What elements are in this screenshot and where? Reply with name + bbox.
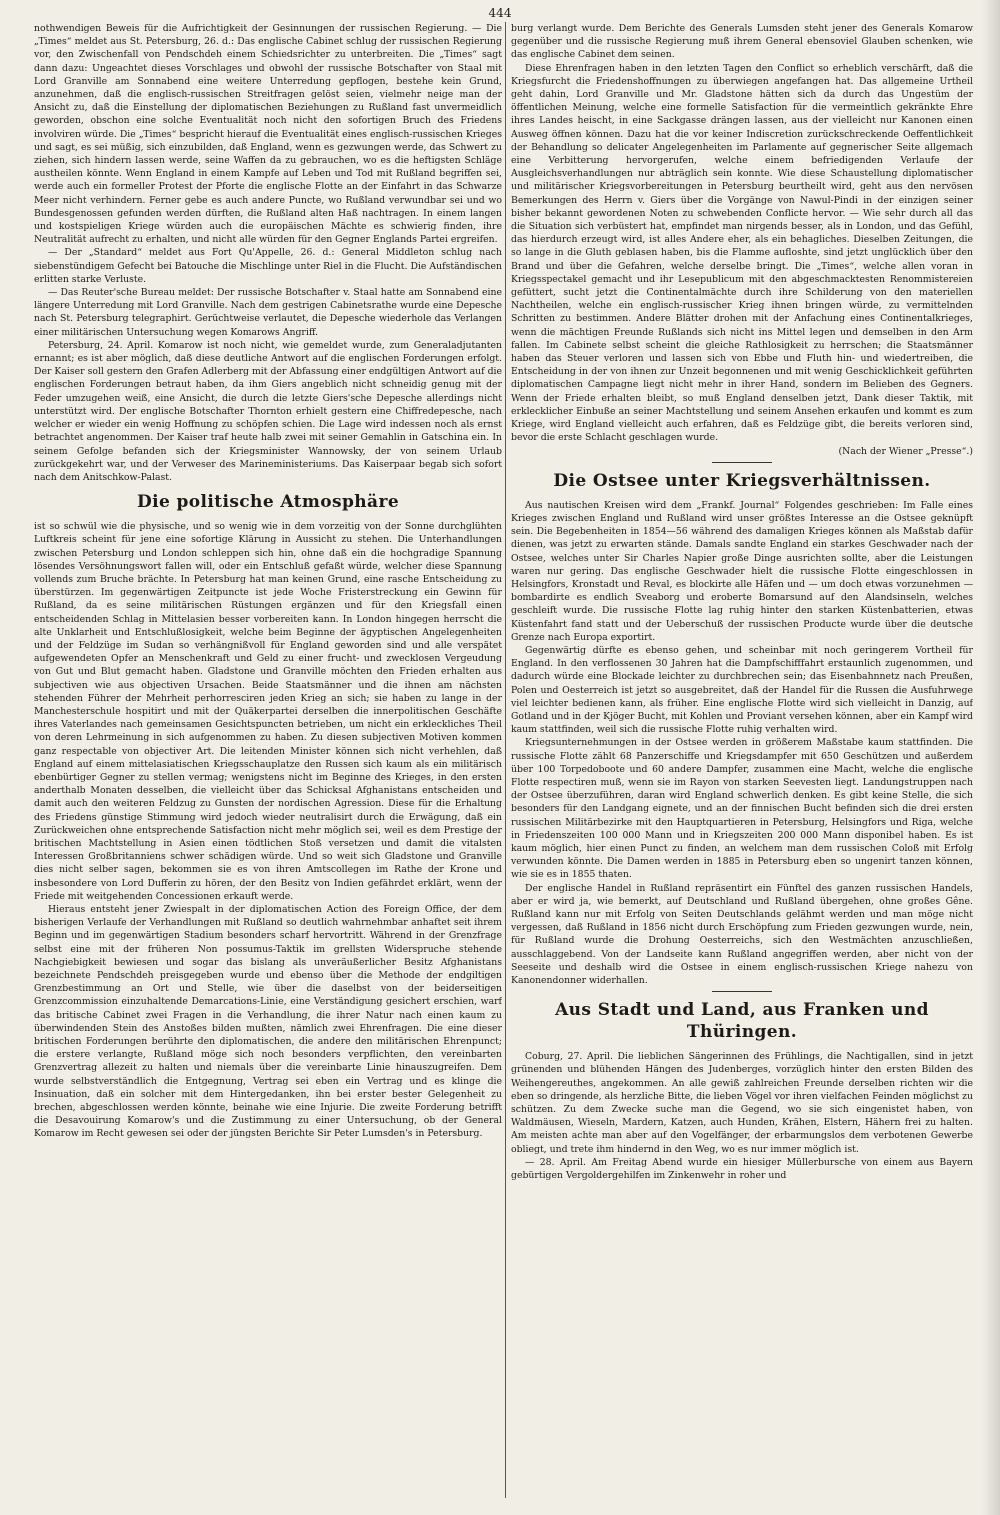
right-column — [511, 22, 973, 1498]
article-paragraph: Gegenwärtig dürfte es ebenso gehen, und scheinbar mit noch geringerem Vortheil für England. In den verflossenen 30 Jahren hat die Dampfschifffahrt erstaunlich zugenommen, und dadurch würde eine Blockade leichter zu durchbrechen sein; das Eisenbahnnetz nach Preußen, Polen und Oesterreich ist jetzt so ausgebreitet, daß der Handel für die Russen die Ausfuhrwege viel leichter bedienen kann, als früher. Eine englische Flotte wird sich vielleicht in Danzig, auf Gotland und in der Kjöger Bucht, mit Kohlen und Proviant versehen können, aber ein Kampf wird kaum stattfinden, weil sich die russische Flotte ruhig verhalten wird. — [511, 644, 973, 736]
page-number: 444 — [488, 6, 512, 20]
article-paragraph: Hieraus entsteht jener Zwiespalt in der diplomatischen Action des Foreign Office, der dem bisherigen Verlaufe der Verhandlungen mit Rußland so deutlich wahrnehmbar anhaftet seit ihrem Beginn und im gegenwärtigen Stadium besonders scharf hervortritt. Während in der Grenzfrage selbst eine mit der früheren Non possumus-Taktik im grellsten Widerspruche stehende Nachgiebigkeit bewiesen und sogar das bislang als unveräußerlicher Besitz Afghanistans bezeichnete Pendschdeh preisgegeben wurde und ebenso über die Methode der endgiltigen Grenzbestimmung an Ort und Stelle, wie über die daselbst von der beiderseitigen Grenzcommission einzuhaltende Demarcations-Linie, eine Verständigung gesichert erschien, warf das britische Cabinet zwei Fragen in die Verhandlung, die ihrer Natur nach einen kaum zu überwindenden Stein des Anstoßes bilden mußten, nämlich zwei Ehrenfragen. Die eine dieser britischen Forderungen berührte den diplomatischen, die andere den militärischen Ehrenpunct; die erstere verlangte, Rußland möge sich noch besonders verpflichten, den vereinbarten Grenzvertrag allezeit zu halten und niemals über die vereinbarte Linie hinauszugreifen. Dem wurde selbstverständlich die Entgegnung, Vertrag sei eben ein Vertrag und es klinge die Insinuation, daß ein solcher mit dem Hintergedanken, ihn bei erster bester Gelegenheit zu brechen, abgeschlossen werden könnte, beinahe wie eine Injurie. Die zweite Forderung betrifft die Desavouirung Komarow's und die Zustimmung zu einer Untersuchung, ob der General Komarow im Recht gewesen sei oder der jüngsten Berichte Sir Peter Lumsden's in Petersburg. — [34, 904, 502, 1140]
article-paragraph: Coburg, 27. April. Die lieblichen Sängerinnen des Frühlings, die Nachtigallen, sind in jetzt grünenden und blühenden Hängen des Judenberges, vorzüglich hinter den ersten Bilden des Weihengereuthes, angekommen. An alle gewiß zahlreichen Freunde derselben richten wir die eben so dringende, als herzliche Bitte, die lieben Vögel vor ihren vielfachen Feinden möglichst zu schützen. Zu dem Zwecke suche man die Gegend, wo sie sich eingenistet haben, von Waldmäusen, Wieseln, Mardern, Katzen, auch Hunden, Krähen, Elstern, Hähern frei zu halten. Am meisten achte man aber auf den Vogelfänger, der erbarmungslos dem verbotenen Gewerbe obliegt, und trete ihm hindernd in den Weg, wo es nur immer möglich ist. — [511, 1051, 973, 1155]
left-column — [34, 22, 502, 1498]
article-paragraph: nothwendigen Beweis für die Aufrichtigkeit der Gesinnungen der russischen Regierung. — Die „Times“ meldet aus St. Petersburg, 26. d.: Das englische Cabinet schlug der russischen Regierung vor, den Zwischenfall von Pendschdeh einem Schiedsrichter zu unterbreiten. Die „Times“ sagt dann dazu: Ungeachtet dieses Vorschlages und obwohl der russische Botschafter von Staal mit Lord Granville am Sonnabend eine weitere Unterredung gepflogen, bestehe kein Grund, anzunehmen, daß die englisch-russischen Streitfragen gelöst seien, vielmehr neige man der Ansicht zu, daß die Einstellung der diplomatischen Beziehungen zu Rußland fast unvermeidlich geworden, obschon eine solche Eventualität noch nicht den sofortigen Bruch des Friedens involviren würde. Die „Times“ bespricht hierauf die Eventualität eines englisch-russischen Krieges und sagt, es sei müßig, sich einzubilden, daß England, wenn es gezwungen werde, das Schwert zu ziehen, sich hindern lassen werde, seine Waffen da zu gebrauchen, wo es die heftigsten Schläge austheilen könnte. Wenn England in einem Kampfe auf Leben und Tod mit Rußland begriffen sei, werde auch ein formeller Protest der Pforte die englische Flotte an der Einfahrt in das Schwarze Meer nicht verhindern. Ferner gebe es auch andere Puncte, wo Rußland verwundbar sei und wo Bundesgenossen gefunden werden dürften, die Rußland alten Haß nachtragen. In einem langen und kostspieligen Kriege würden auch die europäischen Mächte es schwierig finden, ihre Neutralität aufrecht zu erhalten, und nicht alle würden für den Gegner Englands Partei ergreifen. — [34, 23, 502, 246]
article-paragraph: — Das Reuter'sche Bureau meldet: Der russische Botschafter v. Staal hatte am Sonnabend eine längere Unterredung mit Lord Granville. Nach dem gestrigen Cabinetsrathe wurde eine Depesche nach St. Petersburg telegraphirt. Gerüchtweise verlautet, die Depesche wiederhole das Verlangen einer militärischen Untersuchung wegen Komarows Angriff. — [34, 287, 502, 338]
section-heading: Aus Stadt und Land, aus Franken und Thüringen. — [555, 1000, 929, 1043]
article-paragraph: — 28. April. Am Freitag Abend wurde ein hiesiger Müllerbursche von einem aus Bayern gebürtigen Vergoldergehilfen im Zinkenwehr in roher und — [511, 1156, 973, 1182]
heading-divider — [712, 991, 772, 992]
article-paragraph: Kriegsunternehmungen in der Ostsee werden in größerem Maßstabe kaum stattfinden. Die russische Flotte zählt 68 Panzerschiffe und Kriegsdampfer mit 650 Geschützen und außerdem über 100 Torpedoboote und 60 andere Dampfer, zusammen eine Macht, welche die englische Flotte respectiren muß, wenn sie im Rayon von starken Seevesten liegt. Landungstruppen nach der Ostsee überzuführen, daran wird England schwerlich denken. Es gibt keine Stelle, die sich besonders für den Landgang eignete, und an der finnischen Bucht befinden sich die drei ersten russischen Militärbezirke mit den Hauptquartieren in Petersburg, Helsingfors und Riga, welche in Friedenszeiten 100 000 Mann und in Kriegszeiten 200 000 Mann disponibel haben. Es ist kaum möglich, hier einen Punct zu finden, an welchem man dem russischen Coloß mit Erfolg verwunden könnte. Die Damen werden in 1885 in Petersburg eben so ungenirt tanzen können, wie sie es in 1855 thaten. — [511, 737, 973, 881]
article-paragraph: ist so schwül wie die physische, und so wenig wie in dem vorzeitig von der Sonne durchglühten Luftkreis scheint für jene eine sofortige Klärung in Aussicht zu stehen. Die Unterhandlungen zwischen Petersburg und London schleppen sich hin, ohne daß ein die hochgradige Spannung lösendes Versöhnungswort fallen will, oder ein Entschluß gefaßt würde, welcher diese Spannung vollends zum Bruche brächte. In Petersburg hat man keinen Grund, eine rasche Entscheidung zu überstürzen. Im gegenwärtigen Zeitpuncte ist jede Woche Fristerstreckung ein Gewinn für Rußland, da es seine militärischen Rüstungen ergänzen und für den Kriegsfall einen entscheidenden Schlag in Mittelasien besser vorbereiten kann. In London hingegen herrscht die alte Unklarheit und Entschlußlosigkeit, welche beim Beginne der ägyptischen Angelegenheiten und der Feldzüge im Sudan so verhängnißvoll für England geworden sind und alle verspätet aufgewendeten Opfer an Menschenkraft und Geld zu einer frucht- und zwecklosen Vergeudung von Gut und Blut gemacht haben. Gladstone und Granville möchten den Frieden erhalten aus subjectiven wie aus objectiven Ursachen. Beide Staatsmänner und die ihnen am nächsten stehenden Führer der Mehrheit perhorresciren jeden Krieg an sich; sie haben zu lange in der Manchesterschule hospitirt und mit der Quäkerpartei derselben die innerpolitischen Geschäfte ihres Vaterlandes nach gemeinsamen Gesichtspuncten betrieben, um nicht ein erkleckliches Theil von deren Lehrmeinung in sich aufgenommen zu haben. Zu diesen subjectiven Motiven kommen ganz respectable von objectiver Art. Die leitenden Minister können sich nicht verhehlen, daß England auf einem mittelasiatischen Kriegsschauplatze den Russen sich kaum als ein militärisch ebenbürtiger Gegner zu stellen vermag; wenigstens nicht im Beginne des Krieges, in den ersten anderthalb Monaten desselben, die vielleicht über das Schicksal Afghanistans entscheiden und damit auch den weiteren Feldzug zu Gunsten der nordischen Agression. Diese für die Erhaltung des Friedens günstige Stimmung wird jedoch wieder neutralisirt durch die Erwägung, daß ein Zurückweichen ohne entsprechende Satisfaction nicht mehr möglich sei, weil es dem Prestige der britischen Machtstellung in Asien einen tödtlichen Stoß versetzen und damit die vitalsten Interessen Großbritanniens schwer schädigen würde. Und so weit sich Gladstone und Granville dies nicht selber sagen, bekommen sie es von ihren Amtscollegen im Rathe der Krone und insbesondere von Lord Dufferin zu hören, der den Besitz von Indien gefährdet erklärt, wenn der Friede mit weitgehenden Concessionen erkauft werde. — [34, 521, 502, 902]
article-paragraph: Aus nautischen Kreisen wird dem „Frankf. Journal“ Folgendes geschrieben: Im Falle eines Krieges zwischen England und Rußland wird unser größtes Interesse an die Ostsee geknüpft sein. Die Begebenheiten in 1854—56 während des damaligen Krieges können als Maßstab dafür dienen, was jetzt zu erwarten stände. Damals sandte England ein starkes Geschwader nach der Ostsee, welches unter Sir Charles Napier große Dinge ausrichten sollte, aber die Leistungen waren nur gering. Das englische Geschwader hielt die russische Flotte eingeschlossen in Helsingfors, Kronstadt und Reval, es blockirte alle Häfen und — um doch etwas vorzunehmen — bombardirte es endlich Sveaborg und eroberte Bomarsund auf den Alandsinseln, welches geschleift wurde. Die russische Flotte lag ruhig hinter den starken Küstenbatterien, etwas Küstenfahrt fand statt und der Ueberschuß der russischen Producte wurde über die deutsche Grenze nach Europa exportirt. — [511, 499, 973, 643]
article-paragraph: burg verlangt wurde. Dem Berichte des Generals Lumsden steht jener des Generals Komarow gegenüber und die russische Regierung muß ihrem General ebensoviel Glauben schenken, wie das englische Cabinet dem seinen. — [511, 23, 973, 61]
heading-divider — [712, 462, 772, 463]
source-note: (Nach der Wiener „Presse“.) — [838, 445, 973, 457]
page-edge-shadow — [982, 0, 1000, 1515]
article-paragraph: Der englische Handel in Rußland repräsentirt ein Fünftel des ganzen russischen Handels, aber er wird ja, wie bemerkt, auf Deutschland und Rußland übergehen, ohne großes Gêne. Rußland kann nur mit Erfolg von Seiten Deutschlands gelähmt werden und man möge nicht vergessen, daß Rußland in 1856 nicht durch Erschöpfung zum Frieden gezwungen wurde, nein, für Rußland wurde die Drohung Oesterreichs, sich den Westmächten anzuschließen, ausschlaggebend. Von der Landseite kann Rußland angegriffen werden, aber nicht von der Seeseite und deshalb wird die Ostsee in einem englisch-russischen Kriege nahezu von Kanonendonner widerhallen. — [511, 882, 973, 987]
article-paragraph: Diese Ehrenfragen haben in den letzten Tagen den Conflict so erheblich verschärft, daß die Kriegsfurcht die Friedenshoffnungen zu überwiegen angefangen hat. Das allgemeine Urtheil geht dahin, Lord Granville und Mr. Gladstone hätten sich da durch das Ungestüm der öffentlichen Meinung, welche eine formelle Satisfaction für die vermeintlich gekränkte Ehre ihres Landes heischt, in eine Sackgasse drängen lassen, aus der vielleicht nur Kanonen einen Ausweg öffnen können. Dazu hat die vor keiner Indiscretion zurückschreckende Oeffentlichkeit der Behandlung so delicater Angelegenheiten im Parlamente auf gegnerischer Seite allgemach eine Verbitterung hervorgerufen, welche einem befriedigenden Verlaufe der Ausgleichsverhandlungen nur abträglich sein konnte. Wie diese Schaustellung diplomatischer und militärischer Kriegsvorbereitungen in Petersburg beurtheilt wird, geht aus den nervösen Bemerkungen des Herrn v. Giers über die Vorgänge von Nawul-Pindi in der einzigen seiner bisher bekannt gewordenen Noten zu schwebenden Conflicte hervor. — Wie sehr durch all das die Situation sich verbüstert hat, empfindet man nirgends besser, als in London, und das Gefühl, das hierdurch erzeugt wird, ist alles Andere eher, als ein behagliches. Dieselben Zeitungen, die so lange in die Gluth geblasen haben, bis die Flamme aufloshte, sind jetzt unglücklich über den Brand und über die Gefahren, welche derselbe bringt. Die „Times“, welche allen voran in Kriegsspectakel gemacht und ihr Lesepublicum mit den abgeschmacktesten Renommistereien gefüttert, sucht jetzt die Continentalmächte durch ihre Schilderung von den materiellen Nachtheilen, welche ein englisch-russischer Krieg ihnen bringen würde, zu vermittelnden Schritten zu bestimmen. Andere Blätter drohen mit der Anfachung eines Continentalkrieges, wenn die mächtigen Freunde Rußlands sich nicht ins Mittel legen und demselben in den Arm fallen. Im Cabinete selbst scheint die gleiche Rathlosigkeit zu herrschen; die Staatsmänner haben das Steuer verloren und lassen sich von Ebbe und Fluth hin- und wiedertreiben, die Entscheidung in der von ihnen zur Unzeit begonnenen und mit wenig Geschicklichkeit geführten diplomatischen Campagne liegt nicht mehr in ihrer Hand, sondern im Belieben des Gegners. Wenn der Friede erhalten bleibt, so muß England denselben jetzt, Dank dieser Taktik, mit erklecklicher Einbuße an seiner Machtstellung und seinem Ansehen erkaufen und kommt es zum Kriege, wird England vielleicht auch erfahren, daß es Feldzüge gibt, die bereits verloren sind, bevor die erste Schlacht geschlagen wurde. — [511, 62, 973, 444]
section-heading: Die politische Atmosphäre — [136, 492, 400, 513]
article-paragraph: Petersburg, 24. April. Komarow ist noch nicht, wie gemeldet wurde, zum Generaladjutanten ernannt; es ist aber möglich, daß diese deutliche Antwort auf die englischen Forderungen erfolgt. Der Kaiser soll gestern den Grafen Adlerberg mit der Abfassung einer endgültigen Antwort auf die englischen Forderungen betraut haben, da ihm Giers angeblich nicht schneidig genug mit der Feder umzugehen weiß, eine Ansicht, die durch die letzte Giers'sche Depesche allerdings nicht unterstützt wird. Der englische Botschafter Thornton erhielt gestern eine Chiffredepesche, nach welcher er wieder ein wenig Hoffnung zu schöpfen schien. Die Lage wird indessen noch als ernst betrachtet angenommen. Der Kaiser traf heute halb zwei mit seiner Gemahlin in Gatschina ein. In seinem Gefolge befanden sich der Kriegsminister Wannowsky, der von seinem Urlaub zurückgekehrt war, und der Verweser des Marineministeriums. Das Kaiserpaar begab sich sofort nach dem Anitschkow-Palast. — [34, 339, 502, 483]
section-heading: Die Ostsee unter Kriegsverhältnissen. — [553, 470, 931, 491]
article-paragraph: — Der „Standard“ meldet aus Fort Qu'Appelle, 26. d.: General Middleton schlug nach siebenstündigem Gefecht bei Batouche die Mischlinge unter Riel in die Flucht. Die Aufständischen erlitten starke Verluste. — [34, 247, 502, 285]
column-divider — [505, 22, 506, 1498]
